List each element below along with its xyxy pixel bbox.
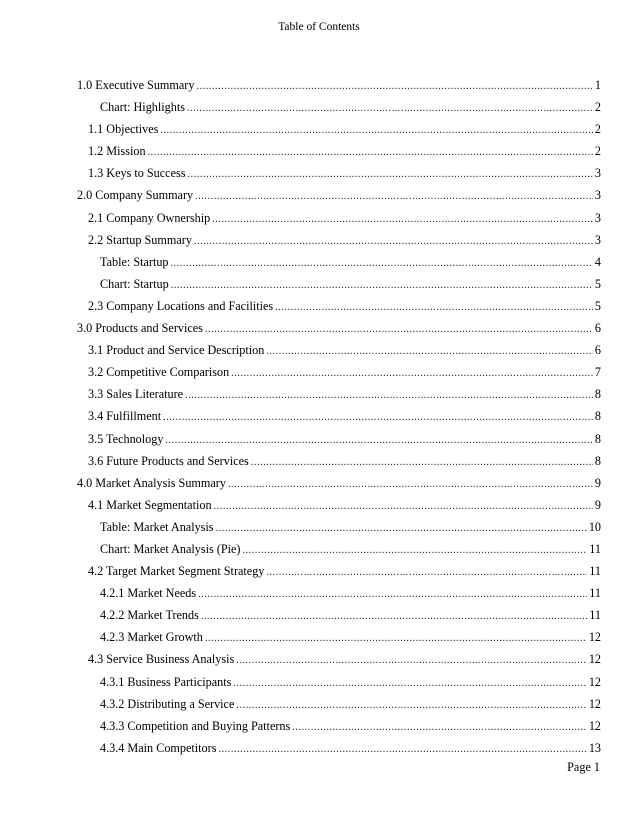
toc-entry-page: 10 — [588, 519, 601, 534]
toc-entry-page: 9 — [594, 497, 601, 512]
toc-entry[interactable] — [77, 383, 601, 405]
dot-leader — [188, 162, 593, 186]
toc-entry-page: 1 — [594, 78, 601, 92]
dot-leader — [194, 229, 593, 253]
dot-leader — [228, 472, 593, 496]
toc-entry[interactable] — [77, 184, 601, 206]
toc-entry-page: 8 — [594, 453, 601, 468]
toc-entry[interactable] — [77, 339, 601, 361]
toc-entry-title: 2.1 Company Ownership — [88, 210, 211, 225]
toc-entry-title: Chart: Market Analysis (Pie) — [100, 541, 241, 556]
toc-entry-title: 1.0 Executive Summary — [77, 78, 195, 92]
toc-entry-title: 4.1 Market Segmentation — [88, 497, 212, 512]
dot-leader — [160, 118, 593, 142]
toc-entry[interactable] — [77, 450, 601, 472]
dot-leader — [275, 295, 593, 319]
dot-leader — [218, 737, 586, 761]
toc-entry-title: 4.2.2 Market Trends — [100, 608, 199, 623]
toc-entry-title: 4.2.3 Market Growth — [100, 630, 203, 645]
dot-leader — [171, 251, 593, 275]
toc-entry-page: 13 — [588, 740, 601, 755]
toc-entry-page: 2 — [594, 144, 601, 159]
toc-entry[interactable] — [77, 516, 601, 538]
toc-entry[interactable] — [77, 648, 601, 670]
toc-entry[interactable] — [77, 273, 601, 295]
dot-leader — [196, 74, 592, 98]
toc-entry-title: 2.0 Company Summary — [77, 188, 194, 203]
toc-entry-page: 11 — [589, 564, 601, 579]
dot-leader — [198, 582, 587, 606]
toc-entry-title: 4.3 Service Business Analysis — [88, 652, 235, 667]
toc-entry-page: 3 — [594, 166, 601, 181]
toc-entry[interactable] — [77, 361, 601, 383]
toc-entry-page: 2 — [594, 100, 601, 115]
dot-leader — [214, 494, 593, 518]
toc-entry-title: 3.3 Sales Literature — [88, 387, 184, 402]
toc-entry-title: 3.0 Products and Services — [77, 321, 203, 336]
toc-entry-title: 3.4 Fulfillment — [88, 409, 162, 424]
dot-leader — [201, 604, 587, 628]
dot-leader — [266, 560, 587, 584]
toc-entry-page: 6 — [594, 343, 601, 358]
dot-leader — [233, 671, 586, 695]
toc-entry[interactable] — [77, 317, 601, 339]
dot-leader — [205, 317, 593, 341]
toc-entry[interactable] — [77, 295, 601, 317]
toc-entry[interactable] — [77, 405, 601, 427]
toc-entry-page: 7 — [594, 365, 601, 380]
toc-entry[interactable] — [77, 140, 601, 162]
toc-entry[interactable] — [77, 472, 601, 494]
toc-entry-title: 3.2 Competitive Comparison — [88, 365, 230, 380]
dot-leader — [187, 96, 593, 120]
toc-entry-title: 3.5 Technology — [88, 431, 164, 446]
toc-entry[interactable] — [77, 96, 601, 118]
toc-entry-page: 4 — [594, 254, 601, 269]
toc-entry-title: 1.1 Objectives — [88, 122, 159, 137]
toc-entry-page: 6 — [594, 321, 601, 336]
toc-entry-page: 5 — [594, 298, 601, 313]
toc-entry-page: 5 — [594, 276, 601, 291]
toc-entry[interactable] — [77, 251, 601, 273]
toc-entry[interactable] — [77, 162, 601, 184]
toc-entry-title: Chart: Startup — [100, 276, 169, 291]
toc-entry-title: 4.3.2 Distributing a Service — [100, 696, 235, 711]
toc-entry[interactable] — [77, 626, 601, 648]
toc-entry[interactable] — [77, 229, 601, 251]
dot-leader — [185, 383, 593, 407]
toc-entry[interactable] — [77, 538, 601, 560]
dot-leader — [216, 516, 587, 540]
dot-leader — [236, 648, 587, 672]
toc-entry[interactable] — [77, 207, 601, 229]
toc-entry-page: 8 — [594, 431, 601, 446]
toc-entry-page: 3 — [594, 188, 601, 203]
toc-entry-page: 12 — [588, 718, 601, 733]
toc-entry[interactable] — [77, 428, 601, 450]
toc-entry-title: 4.0 Market Analysis Summary — [77, 475, 226, 490]
toc-entry-page: 11 — [589, 541, 601, 556]
toc-entry-title: 3.6 Future Products and Services — [88, 453, 249, 468]
toc-entry-title: 1.3 Keys to Success — [88, 166, 186, 181]
toc-entry-page: 12 — [588, 674, 601, 689]
toc-entry-title: 4.3.4 Main Competitors — [100, 740, 217, 755]
toc-entry[interactable] — [77, 693, 601, 715]
dot-leader — [266, 339, 593, 363]
dot-leader — [163, 405, 593, 429]
toc-entry-page: 9 — [594, 475, 601, 490]
dot-leader — [231, 361, 593, 385]
dot-leader — [292, 715, 587, 739]
toc-entry[interactable] — [77, 560, 601, 582]
toc-entry[interactable] — [77, 604, 601, 626]
toc-entry[interactable] — [77, 737, 601, 759]
toc-entry[interactable] — [77, 582, 601, 604]
dot-leader — [171, 273, 593, 297]
toc-entry-title: 3.1 Product and Service Description — [88, 343, 265, 358]
toc-entry-page: 8 — [594, 409, 601, 424]
toc-entry-page: 3 — [594, 232, 601, 247]
dot-leader — [195, 184, 593, 208]
toc-entry-title: Table: Market Analysis — [100, 519, 214, 534]
toc-entry-title: 4.2 Target Market Segment Strategy — [88, 564, 265, 579]
toc-entry-page: 12 — [588, 652, 601, 667]
dot-leader — [251, 450, 593, 474]
page-number: Page 1 — [567, 760, 600, 774]
toc-entry[interactable] — [77, 118, 601, 140]
toc-entry-title: Table: Startup — [100, 254, 169, 269]
toc-entry[interactable] — [77, 494, 601, 516]
dot-leader — [242, 538, 587, 562]
toc-entry-page: 12 — [588, 696, 601, 711]
toc-entry-title: 2.2 Startup Summary — [88, 232, 192, 247]
toc-entry-page: 8 — [594, 387, 601, 402]
toc-entry-title: 2.3 Company Locations and Facilities — [88, 298, 274, 313]
toc-entry[interactable] — [77, 671, 601, 693]
toc-entry[interactable] — [77, 74, 601, 96]
toc-entry-title: 4.3.3 Competition and Buying Patterns — [100, 718, 291, 733]
page-title: Table of Contents — [278, 21, 360, 33]
toc-entry-title: 4.2.1 Market Needs — [100, 586, 197, 601]
dot-leader — [205, 626, 587, 650]
table-of-contents — [77, 74, 601, 759]
toc-entry-title: 4.3.1 Business Participants — [100, 674, 232, 689]
toc-entry-page: 11 — [589, 586, 601, 601]
toc-entry-page: 2 — [594, 122, 601, 137]
dot-leader — [212, 207, 593, 231]
toc-entry-title: Chart: Highlights — [100, 100, 185, 115]
dot-leader — [148, 140, 593, 164]
toc-entry[interactable] — [77, 715, 601, 737]
toc-entry-title: 1.2 Mission — [88, 144, 146, 159]
toc-entry-page: 3 — [594, 210, 601, 225]
dot-leader — [236, 693, 586, 717]
dot-leader — [165, 428, 592, 452]
toc-entry-page: 11 — [589, 608, 601, 623]
toc-entry-page: 12 — [588, 630, 601, 645]
